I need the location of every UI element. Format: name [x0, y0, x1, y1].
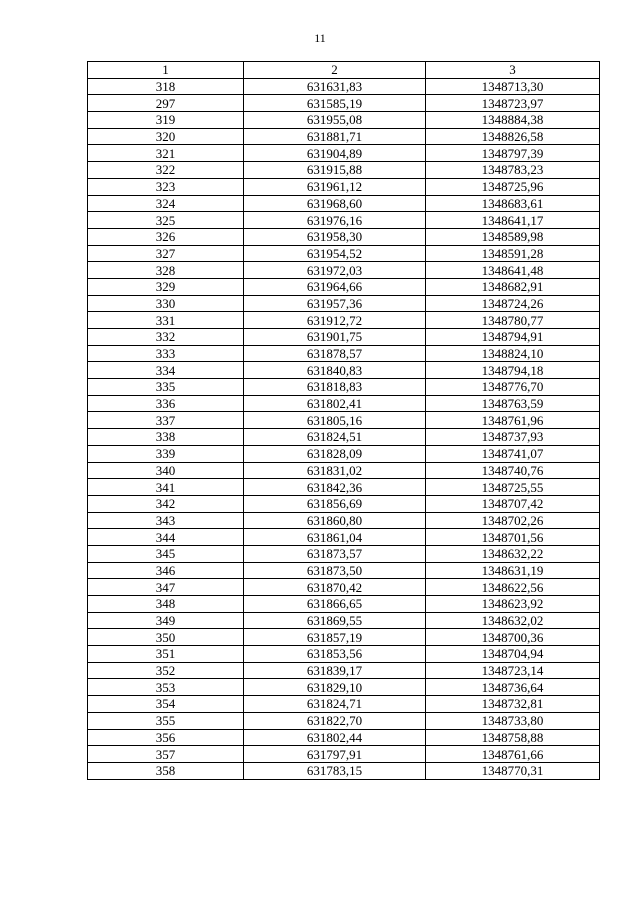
- x-coordinate-cell: 631802,44: [244, 729, 426, 746]
- y-coordinate-cell: 1348732,81: [426, 696, 600, 713]
- table-row: [88, 479, 600, 496]
- x-coordinate-cell: 631968,60: [244, 195, 426, 212]
- x-coordinate-cell: 631857,19: [244, 629, 426, 646]
- column-header: 3: [426, 62, 600, 79]
- table-row: [88, 145, 600, 162]
- table-row: [88, 379, 600, 396]
- x-coordinate-cell: 631856,69: [244, 495, 426, 512]
- point-number-cell: 348: [88, 596, 244, 613]
- x-coordinate-cell: 631901,75: [244, 329, 426, 346]
- table-row: [88, 345, 600, 362]
- table-row: [88, 529, 600, 546]
- x-coordinate-cell: 631964,66: [244, 278, 426, 295]
- x-coordinate-cell: 631839,17: [244, 662, 426, 679]
- table-row: [88, 262, 600, 279]
- point-number-cell: 345: [88, 545, 244, 562]
- point-number-cell: 335: [88, 379, 244, 396]
- y-coordinate-cell: 1348761,66: [426, 746, 600, 763]
- table-row: [88, 512, 600, 529]
- x-coordinate-cell: 631585,19: [244, 95, 426, 112]
- point-number-cell: 342: [88, 495, 244, 512]
- x-coordinate-cell: 631878,57: [244, 345, 426, 362]
- point-number-cell: 319: [88, 112, 244, 129]
- point-number-cell: 346: [88, 562, 244, 579]
- table-header: [88, 62, 600, 79]
- table-row: [88, 78, 600, 95]
- y-coordinate-cell: 1348701,56: [426, 529, 600, 546]
- y-coordinate-cell: 1348589,98: [426, 228, 600, 245]
- y-coordinate-cell: 1348632,02: [426, 612, 600, 629]
- table-row: [88, 312, 600, 329]
- table-row: [88, 95, 600, 112]
- table-row: [88, 212, 600, 229]
- point-number-cell: 326: [88, 228, 244, 245]
- x-coordinate-cell: 631881,71: [244, 128, 426, 145]
- point-number-cell: 343: [88, 512, 244, 529]
- y-coordinate-cell: 1348641,48: [426, 262, 600, 279]
- point-number-cell: 320: [88, 128, 244, 145]
- y-coordinate-cell: 1348741,07: [426, 445, 600, 462]
- y-coordinate-cell: 1348723,14: [426, 662, 600, 679]
- y-coordinate-cell: 1348622,56: [426, 579, 600, 596]
- x-coordinate-cell: 631955,08: [244, 112, 426, 129]
- table-row: [88, 696, 600, 713]
- table-row: [88, 329, 600, 346]
- table-row: [88, 295, 600, 312]
- table-row: [88, 128, 600, 145]
- point-number-cell: 321: [88, 145, 244, 162]
- point-number-cell: 324: [88, 195, 244, 212]
- x-coordinate-cell: 631631,83: [244, 78, 426, 95]
- table-row: [88, 612, 600, 629]
- point-number-cell: 325: [88, 212, 244, 229]
- point-number-cell: 322: [88, 162, 244, 179]
- y-coordinate-cell: 1348704,94: [426, 646, 600, 663]
- table-row: [88, 278, 600, 295]
- x-coordinate-cell: 631869,55: [244, 612, 426, 629]
- y-coordinate-cell: 1348783,23: [426, 162, 600, 179]
- x-coordinate-cell: 631818,83: [244, 379, 426, 396]
- y-coordinate-cell: 1348797,39: [426, 145, 600, 162]
- point-number-cell: 356: [88, 729, 244, 746]
- table-row: [88, 412, 600, 429]
- table-row: [88, 362, 600, 379]
- x-coordinate-cell: 631802,41: [244, 395, 426, 412]
- point-number-cell: 297: [88, 95, 244, 112]
- y-coordinate-cell: 1348763,59: [426, 395, 600, 412]
- table-row: [88, 679, 600, 696]
- y-coordinate-cell: 1348725,96: [426, 178, 600, 195]
- x-coordinate-cell: 631958,30: [244, 228, 426, 245]
- y-coordinate-cell: 1348794,18: [426, 362, 600, 379]
- y-coordinate-cell: 1348758,88: [426, 729, 600, 746]
- table-row: [88, 662, 600, 679]
- x-coordinate-cell: 631853,56: [244, 646, 426, 663]
- y-coordinate-cell: 1348740,76: [426, 462, 600, 479]
- point-number-cell: 331: [88, 312, 244, 329]
- point-number-cell: 323: [88, 178, 244, 195]
- table-row: [88, 646, 600, 663]
- table-row: [88, 195, 600, 212]
- x-coordinate-cell: 631866,65: [244, 596, 426, 613]
- y-coordinate-cell: 1348707,42: [426, 495, 600, 512]
- point-number-cell: 334: [88, 362, 244, 379]
- y-coordinate-cell: 1348724,26: [426, 295, 600, 312]
- point-number-cell: 357: [88, 746, 244, 763]
- table-body: [88, 78, 600, 779]
- x-coordinate-cell: 631961,12: [244, 178, 426, 195]
- y-coordinate-cell: 1348776,70: [426, 379, 600, 396]
- y-coordinate-cell: 1348682,91: [426, 278, 600, 295]
- x-coordinate-cell: 631873,50: [244, 562, 426, 579]
- y-coordinate-cell: 1348780,77: [426, 312, 600, 329]
- point-number-cell: 351: [88, 646, 244, 663]
- x-coordinate-cell: 631842,36: [244, 479, 426, 496]
- x-coordinate-cell: 631824,71: [244, 696, 426, 713]
- x-coordinate-cell: 631824,51: [244, 429, 426, 446]
- y-coordinate-cell: 1348700,36: [426, 629, 600, 646]
- table-row: [88, 579, 600, 596]
- point-number-cell: 333: [88, 345, 244, 362]
- x-coordinate-cell: 631957,36: [244, 295, 426, 312]
- x-coordinate-cell: 631805,16: [244, 412, 426, 429]
- table-row: [88, 245, 600, 262]
- x-coordinate-cell: 631822,70: [244, 712, 426, 729]
- table-row: [88, 228, 600, 245]
- point-number-cell: 338: [88, 429, 244, 446]
- header-row: [88, 62, 600, 79]
- y-coordinate-cell: 1348770,31: [426, 762, 600, 779]
- x-coordinate-cell: 631860,80: [244, 512, 426, 529]
- point-number-cell: 349: [88, 612, 244, 629]
- x-coordinate-cell: 631783,15: [244, 762, 426, 779]
- x-coordinate-cell: 631954,52: [244, 245, 426, 262]
- point-number-cell: 339: [88, 445, 244, 462]
- table-row: [88, 445, 600, 462]
- coordinates-table: [87, 61, 600, 780]
- y-coordinate-cell: 1348632,22: [426, 545, 600, 562]
- point-number-cell: 330: [88, 295, 244, 312]
- point-number-cell: 355: [88, 712, 244, 729]
- column-header: 1: [88, 62, 244, 79]
- x-coordinate-cell: 631904,89: [244, 145, 426, 162]
- x-coordinate-cell: 631828,09: [244, 445, 426, 462]
- column-header: 2: [244, 62, 426, 79]
- table-row: [88, 545, 600, 562]
- point-number-cell: 328: [88, 262, 244, 279]
- y-coordinate-cell: 1348733,80: [426, 712, 600, 729]
- x-coordinate-cell: 631831,02: [244, 462, 426, 479]
- point-number-cell: 340: [88, 462, 244, 479]
- table-row: [88, 729, 600, 746]
- x-coordinate-cell: 631861,04: [244, 529, 426, 546]
- x-coordinate-cell: 631873,57: [244, 545, 426, 562]
- table-row: [88, 429, 600, 446]
- y-coordinate-cell: 1348623,92: [426, 596, 600, 613]
- y-coordinate-cell: 1348794,91: [426, 329, 600, 346]
- y-coordinate-cell: 1348641,17: [426, 212, 600, 229]
- x-coordinate-cell: 631840,83: [244, 362, 426, 379]
- y-coordinate-cell: 1348702,26: [426, 512, 600, 529]
- point-number-cell: 347: [88, 579, 244, 596]
- point-number-cell: 354: [88, 696, 244, 713]
- y-coordinate-cell: 1348826,58: [426, 128, 600, 145]
- table-row: [88, 712, 600, 729]
- y-coordinate-cell: 1348884,38: [426, 112, 600, 129]
- point-number-cell: 353: [88, 679, 244, 696]
- x-coordinate-cell: 631976,16: [244, 212, 426, 229]
- table-row: [88, 746, 600, 763]
- point-number-cell: 344: [88, 529, 244, 546]
- y-coordinate-cell: 1348713,30: [426, 78, 600, 95]
- point-number-cell: 332: [88, 329, 244, 346]
- table-row: [88, 462, 600, 479]
- table-row: [88, 178, 600, 195]
- x-coordinate-cell: 631972,03: [244, 262, 426, 279]
- point-number-cell: 329: [88, 278, 244, 295]
- page-number: 11: [314, 31, 326, 45]
- x-coordinate-cell: 631829,10: [244, 679, 426, 696]
- point-number-cell: 341: [88, 479, 244, 496]
- point-number-cell: 336: [88, 395, 244, 412]
- table-row: [88, 596, 600, 613]
- y-coordinate-cell: 1348631,19: [426, 562, 600, 579]
- table-row: [88, 762, 600, 779]
- y-coordinate-cell: 1348683,61: [426, 195, 600, 212]
- x-coordinate-cell: 631915,88: [244, 162, 426, 179]
- x-coordinate-cell: 631870,42: [244, 579, 426, 596]
- x-coordinate-cell: 631912,72: [244, 312, 426, 329]
- point-number-cell: 352: [88, 662, 244, 679]
- y-coordinate-cell: 1348723,97: [426, 95, 600, 112]
- table-row: [88, 562, 600, 579]
- point-number-cell: 350: [88, 629, 244, 646]
- table-row: [88, 629, 600, 646]
- point-number-cell: 327: [88, 245, 244, 262]
- table-row: [88, 162, 600, 179]
- y-coordinate-cell: 1348725,55: [426, 479, 600, 496]
- table-row: [88, 495, 600, 512]
- point-number-cell: 358: [88, 762, 244, 779]
- y-coordinate-cell: 1348761,96: [426, 412, 600, 429]
- point-number-cell: 337: [88, 412, 244, 429]
- table-row: [88, 112, 600, 129]
- x-coordinate-cell: 631797,91: [244, 746, 426, 763]
- y-coordinate-cell: 1348591,28: [426, 245, 600, 262]
- y-coordinate-cell: 1348824,10: [426, 345, 600, 362]
- y-coordinate-cell: 1348737,93: [426, 429, 600, 446]
- table-row: [88, 395, 600, 412]
- point-number-cell: 318: [88, 78, 244, 95]
- y-coordinate-cell: 1348736,64: [426, 679, 600, 696]
